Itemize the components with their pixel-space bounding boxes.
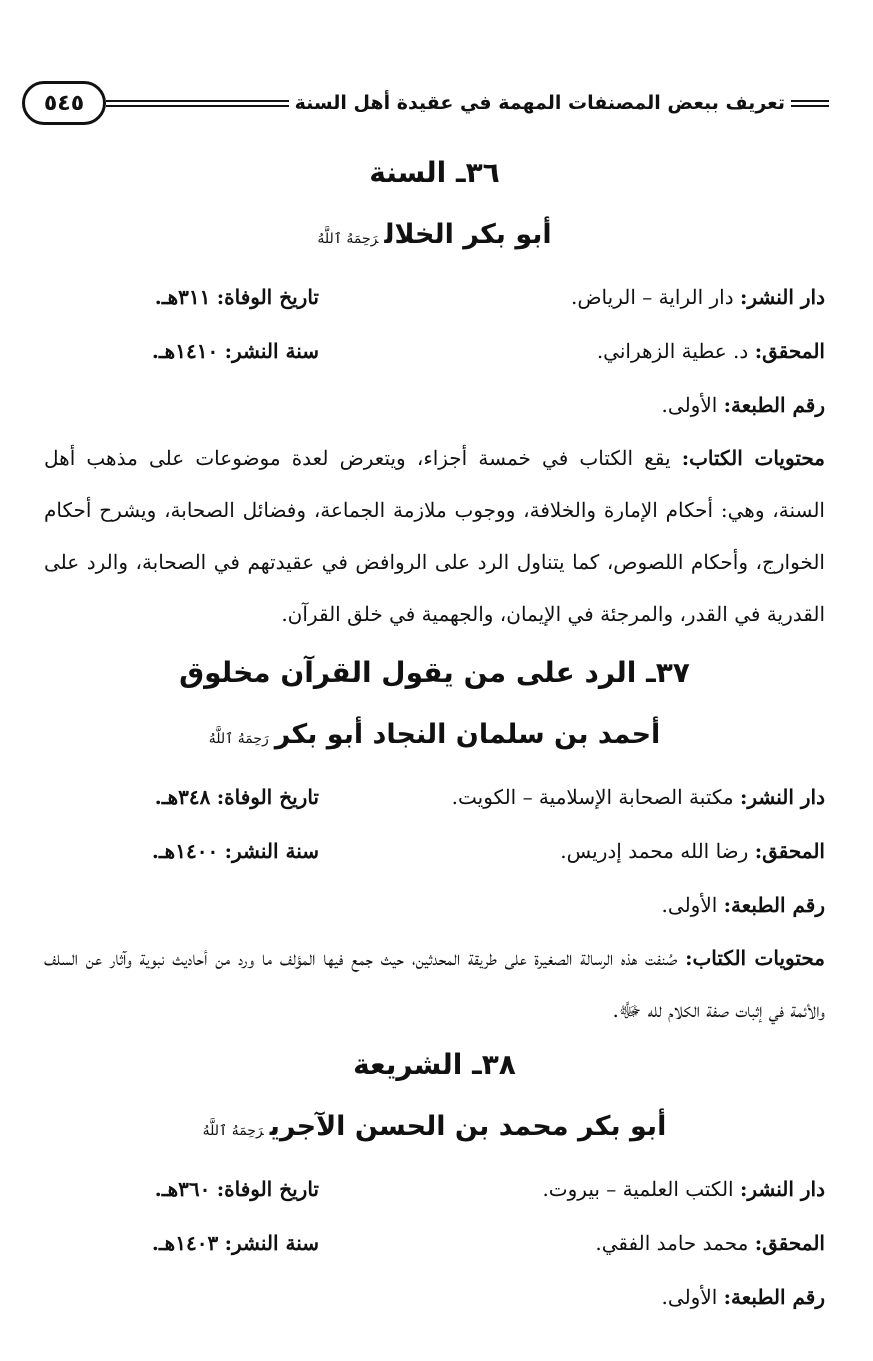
header-rule-right (791, 100, 829, 107)
author-name: أبو بكر الخلال (384, 219, 552, 250)
running-header (22, 80, 829, 126)
meta-row-edition (44, 1270, 825, 1324)
meta-row-publisher (44, 770, 825, 824)
meta-row-editor (44, 824, 825, 878)
publisher-label: دار النشر: (739, 785, 825, 809)
edition-label: رقم الطبعة: (723, 893, 825, 917)
year-value: ١٤٠٣هـ. (151, 1231, 219, 1255)
year-value: ١٤١٠هـ. (151, 339, 219, 363)
meta-row-publisher (44, 270, 825, 324)
death-value: ٣٤٨هـ. (154, 785, 211, 809)
meta-row-editor (44, 324, 825, 378)
header-title: تعريف ببعض المصنفات المهمة في عقيدة أهل السنة (294, 92, 785, 114)
entry-title: ٣٨ـ الشريعة (353, 1048, 516, 1081)
contents-paragraph (44, 932, 825, 1036)
entry-38 (44, 1034, 825, 1324)
year-value: ١٤٠٠هـ. (151, 839, 219, 863)
editor-label: المحقق: (754, 1231, 825, 1255)
publisher-value: مكتبة الصحابة الإسلامية – الكويت. (451, 785, 734, 809)
edition-label: رقم الطبعة: (723, 1285, 825, 1309)
entry-author (44, 204, 825, 270)
year-label: سنة النشر: (224, 339, 319, 363)
year-label: سنة النشر: (224, 839, 319, 863)
death-label: تاريخ الوفاة: (216, 785, 319, 809)
contents-paragraph (44, 432, 825, 640)
editor-label: المحقق: (754, 839, 825, 863)
header-rule-left (106, 100, 289, 107)
edition-label: رقم الطبعة: (723, 393, 825, 417)
death-value: ٣٦٠هـ. (154, 1177, 211, 1201)
entry-37 (44, 642, 825, 1036)
editor-label: المحقق: (754, 339, 825, 363)
entry-author (44, 704, 825, 770)
editor-value: د. عطية الزهراني. (596, 339, 749, 363)
author-name: أحمد بن سلمان النجاد أبو بكر (274, 719, 661, 750)
contents-label: محتويات الكتاب: (685, 946, 825, 970)
author-name: أبو بكر محمد بن الحسن الآجري (269, 1111, 667, 1142)
contents-text: يقع الكتاب في خمسة أجزاء، ويتعرض لعدة موضوعات على مذهب أهل السنة، وهي: أحكام الإمارة والخلافة، ووجوب ملازمة الجماعة، وفضائل الصحابة، ويشرح أحكام الخوارج، وأحكام اللصوص، كما يتناول الرد على الروافض في عقيدتهم في الصحابة، والرد على القدرية في القدر، والمرجئة في الإيمان، والجهمية في خلق القرآن. (44, 446, 825, 626)
edition-value: الأولى. (661, 893, 718, 917)
entry-title: ٣٧ـ الرد على من يقول القرآن مخلوق (179, 656, 690, 689)
honorific-glyph: رَحِمَهُ ٱللَّهُ (208, 731, 269, 747)
editor-value: محمد حامد الفقي. (595, 1231, 749, 1255)
honorific-glyph: رَحِمَهُ ٱللَّهُ (202, 1123, 264, 1139)
entry-title: ٣٦ـ السنة (369, 156, 500, 189)
meta-row-publisher (44, 1162, 825, 1216)
publisher-label: دار النشر: (739, 1177, 825, 1201)
publisher-value: دار الراية – الرياض. (571, 285, 734, 309)
death-value: ٣١١هـ. (154, 285, 211, 309)
editor-value: رضا الله محمد إدريس. (560, 839, 749, 863)
entry-author (44, 1096, 825, 1162)
publisher-value: الكتب العلمية – بيروت. (542, 1177, 734, 1201)
meta-row-edition (44, 378, 825, 432)
year-label: سنة النشر: (224, 1231, 319, 1255)
death-label: تاريخ الوفاة: (216, 1177, 319, 1201)
death-label: تاريخ الوفاة: (216, 285, 319, 309)
contents-text: صُنفت هذه الرسالة الصغيرة على طريقة المحدثين، حيث جمع فيها المؤلف ما ورد من أحاديث نبوية وآثار عن السلف والأئمة في إثبات صفة الكلام لله ﷻ. (44, 946, 825, 1022)
publisher-label: دار النشر: (739, 285, 825, 309)
page-number-badge: ٥٤٥ (22, 81, 106, 125)
edition-value: الأولى. (661, 393, 718, 417)
entry-36 (44, 142, 825, 640)
meta-row-edition (44, 878, 825, 932)
contents-label: محتويات الكتاب: (681, 446, 825, 470)
honorific-glyph: رَحِمَهُ ٱللَّهُ (317, 231, 379, 247)
meta-row-editor (44, 1216, 825, 1270)
edition-value: الأولى. (661, 1285, 718, 1309)
